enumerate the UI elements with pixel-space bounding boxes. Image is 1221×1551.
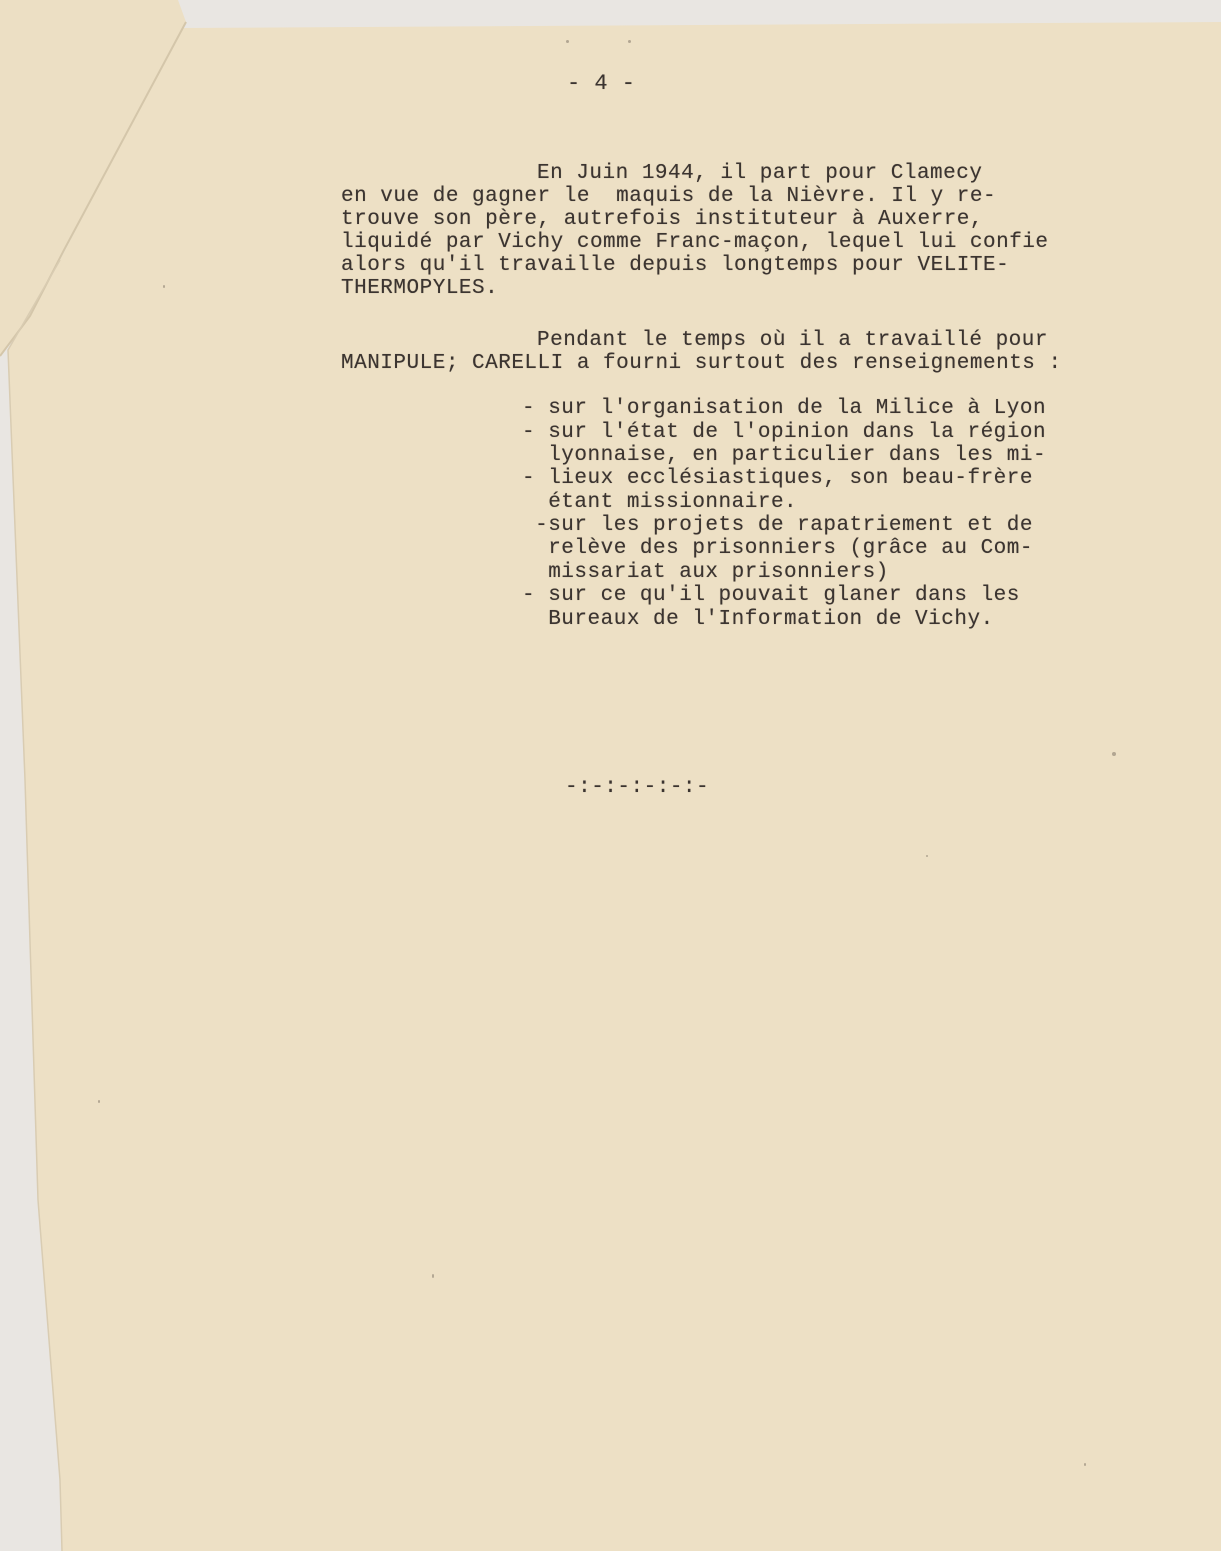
list-line: relève des prisonniers (grâce au Com- <box>522 537 1033 560</box>
paragraph-1-line: alors qu'il travaille depuis longtemps pour VELITE- <box>341 254 1010 277</box>
paragraph-2-line: MANIPULE; CARELLI a fourni surtout des renseignements : <box>341 352 1062 375</box>
paper-speck <box>163 285 165 288</box>
list-line: -sur les projets de rapatriement et de <box>522 514 1033 537</box>
paragraph-1-line: liquidé par Vichy comme Franc-maçon, lequel lui confie <box>341 231 1049 254</box>
paper-speck <box>1112 752 1116 756</box>
list-line: Bureaux de l'Information de Vichy. <box>522 608 994 631</box>
list-line: missariat aux prisonniers) <box>522 561 889 584</box>
paragraph-2-line: Pendant le temps où il a travaillé pour <box>537 329 1048 352</box>
paragraph-1-line: En Juin 1944, il part pour Clamecy <box>537 162 983 185</box>
list-line: - sur l'organisation de la Milice à Lyon <box>522 397 1047 420</box>
list-line: - lieux ecclésiastiques, son beau-frère <box>522 467 1033 490</box>
paper-speck <box>432 1274 434 1278</box>
paragraph-1-line: en vue de gagner le maquis de la Nièvre. Il y re- <box>341 185 997 208</box>
list-line: lyonnaise, en particulier dans les mi- <box>522 444 1047 467</box>
paragraph-1-line: trouve son père, autrefois instituteur à Auxerre, <box>341 208 984 231</box>
paper-speck <box>1084 1463 1086 1466</box>
paper-speck <box>926 855 928 857</box>
paper-speck <box>98 1100 100 1103</box>
paper-speck <box>628 40 631 43</box>
list-line: - sur l'état de l'opinion dans la région <box>522 421 1047 444</box>
list-line: étant missionnaire. <box>522 491 798 514</box>
paper-speck <box>566 40 569 43</box>
list-line: - sur ce qu'il pouvait glaner dans les <box>522 584 1020 607</box>
page-number: - 4 - <box>567 71 636 96</box>
paragraph-1-line: THERMOPYLES. <box>341 277 499 300</box>
end-separator: -:-:-:-:-:- <box>565 776 710 799</box>
